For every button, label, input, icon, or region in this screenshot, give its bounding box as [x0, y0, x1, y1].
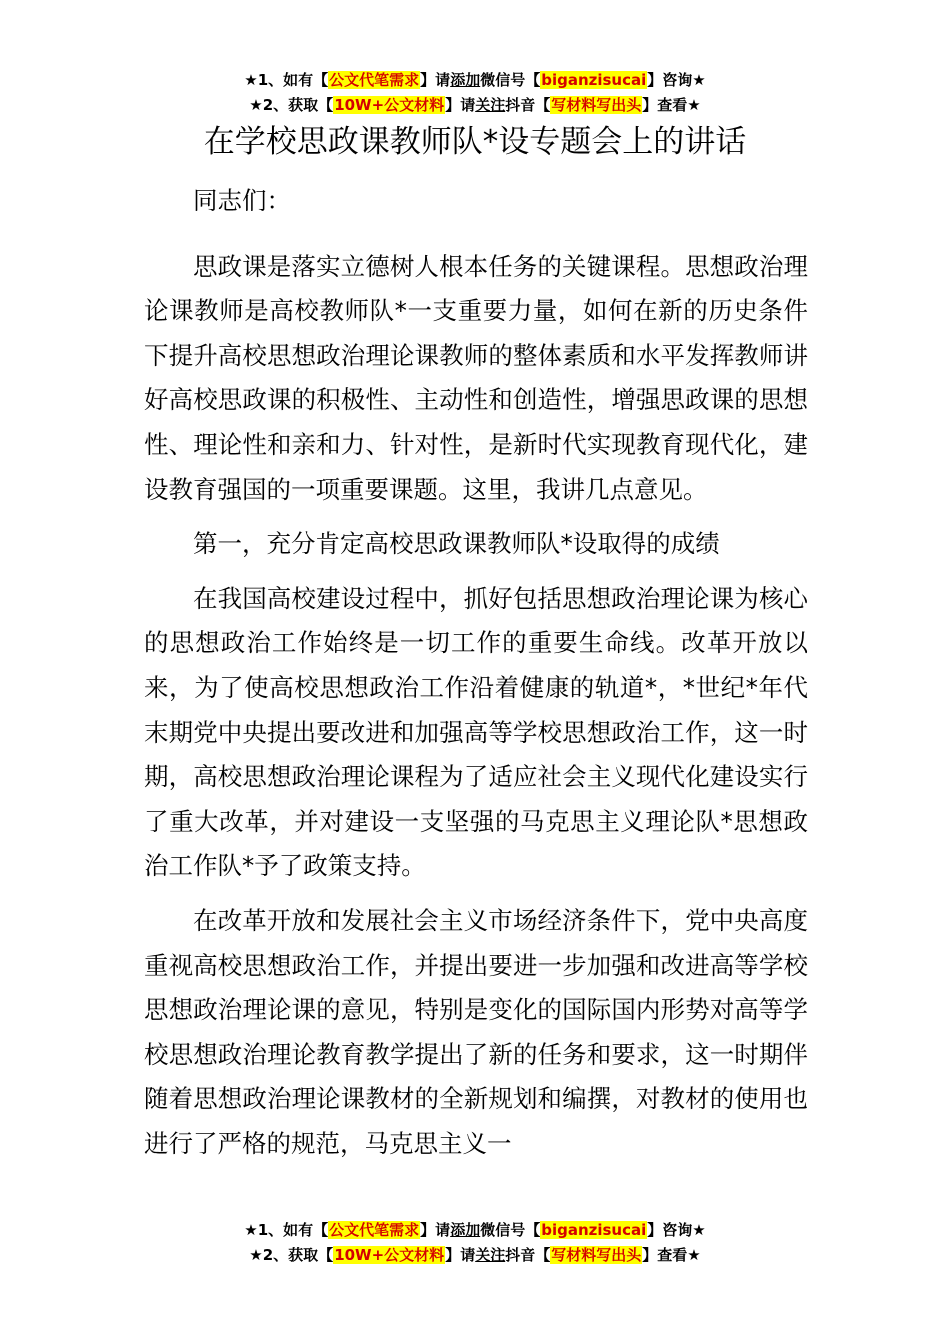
underlined-text: 添加 — [450, 71, 481, 89]
banner-text: 】请 — [445, 1246, 476, 1264]
banner-text: ★1、如有【 — [244, 71, 329, 89]
banner-text: 微信号【 — [480, 71, 541, 89]
document-body — [144, 179, 808, 1176]
banner-text: ★2、获取【 — [249, 96, 334, 114]
banner-text: 】查看★ — [642, 96, 701, 114]
paragraph-reform: 在改革开放和发展社会主义市场经济条件下，党中央高度重视高校思想政治工作，并提出要进一步加强和改进高等学校思想政治理论课的意见，特别是变化的国际国内形势对高等学校思想政治理论教育教学提出了新的任务和要求，这一时期伴随着思想政治理论课教材的全新规划和编撰，对教材的使用也进行了严格的规范，马克思主义一 — [144, 905, 808, 1158]
banner-text: 】查看★ — [642, 1246, 701, 1264]
banner-text: 】请 — [420, 71, 451, 89]
document-title: 在学校思政课教师队*设专题会上的讲话 — [203, 124, 747, 160]
banner-text: 抖音【 — [505, 1246, 551, 1264]
highlight-service: 公文代笔需求 — [329, 71, 420, 89]
header-banner — [0, 68, 950, 118]
footer-banner-line-2 — [0, 1243, 950, 1268]
banner-text: 抖音【 — [505, 96, 551, 114]
banner-text: ★2、获取【 — [249, 1246, 334, 1264]
header-banner-line-2 — [0, 93, 950, 118]
header-banner-line-1 — [0, 68, 950, 93]
highlight-douyin-account: 写材料写出头 — [551, 1246, 642, 1264]
salutation: 同志们： — [193, 186, 291, 215]
underlined-text: 关注 — [475, 96, 506, 114]
banner-text: 微信号【 — [480, 1221, 541, 1239]
highlight-wechat-id: biganzisucai — [541, 1221, 647, 1239]
section-heading-1: 第一，充分肯定高校思政课教师队*设取得的成绩 — [193, 529, 720, 559]
banner-text: 】请 — [445, 96, 476, 114]
highlight-materials: 10W+公文材料 — [334, 96, 445, 114]
banner-text: 】咨询★ — [647, 1221, 706, 1239]
highlight-wechat-id: biganzisucai — [541, 71, 647, 89]
underlined-text: 关注 — [475, 1246, 506, 1264]
banner-text: 】请 — [420, 1221, 451, 1239]
banner-text: 】咨询★ — [647, 71, 706, 89]
underlined-text: 添加 — [450, 1221, 481, 1239]
highlight-service: 公文代笔需求 — [329, 1221, 420, 1239]
paragraph-history: 在我国高校建设过程中，抓好包括思想政治理论课为核心的思想政治工作始终是一切工作的重要生命线。改革开放以来，为了使高校思想政治工作沿着健康的轨道*，*世纪*年代末期党中央提出要改进和加强高等学校思想政治工作，这一时期，高校思想政治理论课程为了适应社会主义现代化建设实行了重大改革，并对建设一支坚强的马克思主义理论队*思想政治工作队*予了政策支持。 — [144, 583, 808, 881]
highlight-douyin-account: 写材料写出头 — [551, 96, 642, 114]
paragraph-intro: 思政课是落实立德树人根本任务的关键课程。思想政治理论课教师是高校教师队*一支重要力量，如何在新的历史条件下提升高校思想政治理论课教师的整体素质和水平发挥教师讲好高校思政课的积极性、主动性和创造性，增强思政课的思想性、理论性和亲和力、针对性，是新时代实现教育现代化，建设教育强国的一项重要课题。这里，我讲几点意见。 — [144, 251, 808, 504]
footer-banner — [0, 1218, 950, 1268]
highlight-materials: 10W+公文材料 — [334, 1246, 445, 1264]
footer-banner-line-1 — [0, 1218, 950, 1243]
banner-text: ★1、如有【 — [244, 1221, 329, 1239]
